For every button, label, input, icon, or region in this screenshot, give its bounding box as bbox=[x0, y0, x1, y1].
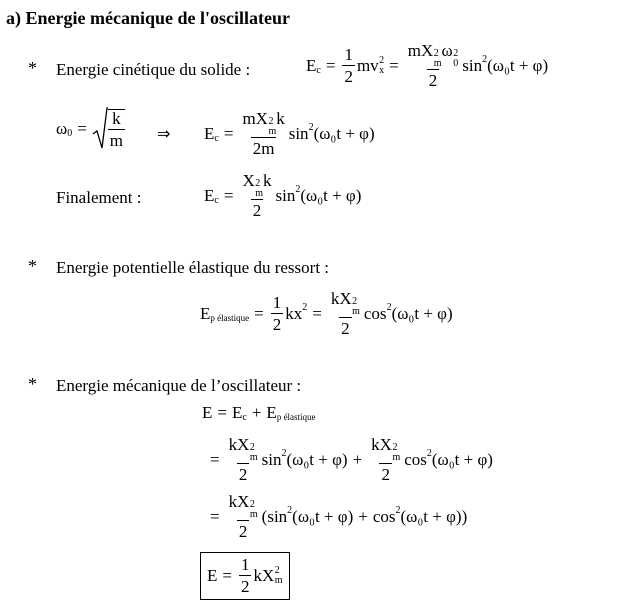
kinetic-energy-formula: E c = $\frac{1}{2}$ mv 2 x = mX 2 m ω 2 0 2 sin 2 (ω₀t + φ) bbox=[306, 41, 549, 90]
sin-func: sin bbox=[462, 55, 483, 75]
bullet-2: * bbox=[28, 256, 37, 276]
sub-elastique: p élastique bbox=[210, 312, 250, 323]
kinetic-energy-substituted: E c = mX 2 m k 2m sin 2 (ω₀t + φ) bbox=[204, 109, 375, 158]
sin-func: sin bbox=[275, 185, 296, 205]
section-title: a) Energie mécanique de l'oscillateur bbox=[6, 8, 290, 28]
cos-func: cos bbox=[404, 449, 427, 469]
omega-definition: ω 0 = $\frac{k}{m}$ bbox=[56, 108, 124, 150]
sin-func: sin bbox=[261, 449, 282, 469]
potential-energy-formula: E p élastique = $\frac{1}{2}$ kx 2 = kX 2 m 2 cos 2 (ω₀t + φ) bbox=[200, 289, 453, 338]
mech-energy-line-1: E = E c + E p élastique bbox=[202, 403, 316, 423]
sin-func: sin bbox=[267, 506, 288, 526]
phase-arg: (ω₀t + φ) bbox=[300, 185, 362, 205]
final-result-box: E = $\frac{1}{2}$ kX 2 m bbox=[200, 552, 290, 600]
item1-label: Energie cinétique du solide : bbox=[56, 60, 251, 79]
phase-arg: (ω₀t + φ) bbox=[313, 123, 375, 143]
phase-arg: (ω₀t + φ) bbox=[391, 303, 453, 323]
bullet-3: * bbox=[28, 374, 37, 394]
cos-func: cos bbox=[363, 303, 387, 323]
bullet-1: * bbox=[28, 58, 37, 78]
mech-energy-line-3: = kX 2 m 2 ( sin 2 (ω₀t + φ) + cos 2 (ω₀t + φ) ) bbox=[210, 492, 468, 541]
implies-arrow: ⇒ bbox=[157, 124, 171, 143]
cos-func: cos bbox=[372, 506, 396, 526]
phase-arg: (ω₀t + φ) bbox=[400, 506, 462, 526]
phase-arg: (ω₀t + φ) bbox=[431, 449, 493, 469]
finally-label: Finalement : bbox=[56, 188, 142, 207]
phase-arg: (ω₀t + φ) bbox=[292, 506, 354, 526]
phase-arg: (ω₀t + φ) bbox=[487, 55, 549, 75]
mech-energy-line-2: = kX 2 m 2 sin 2 (ω₀t + φ) + kX 2 m 2 cos 2 (ω₀t + φ) bbox=[210, 435, 493, 484]
item2-label: Energie potentielle élastique du ressort : bbox=[56, 258, 330, 277]
sin-func: sin bbox=[288, 123, 309, 143]
item3-label: Energie mécanique de l’oscillateur : bbox=[56, 376, 302, 395]
phase-arg: (ω₀t + φ) bbox=[286, 449, 348, 469]
kinetic-energy-final: E c = X 2 m k 2 sin 2 (ω₀t + φ) bbox=[204, 171, 362, 220]
sub-elastique: p élastique bbox=[276, 412, 316, 423]
